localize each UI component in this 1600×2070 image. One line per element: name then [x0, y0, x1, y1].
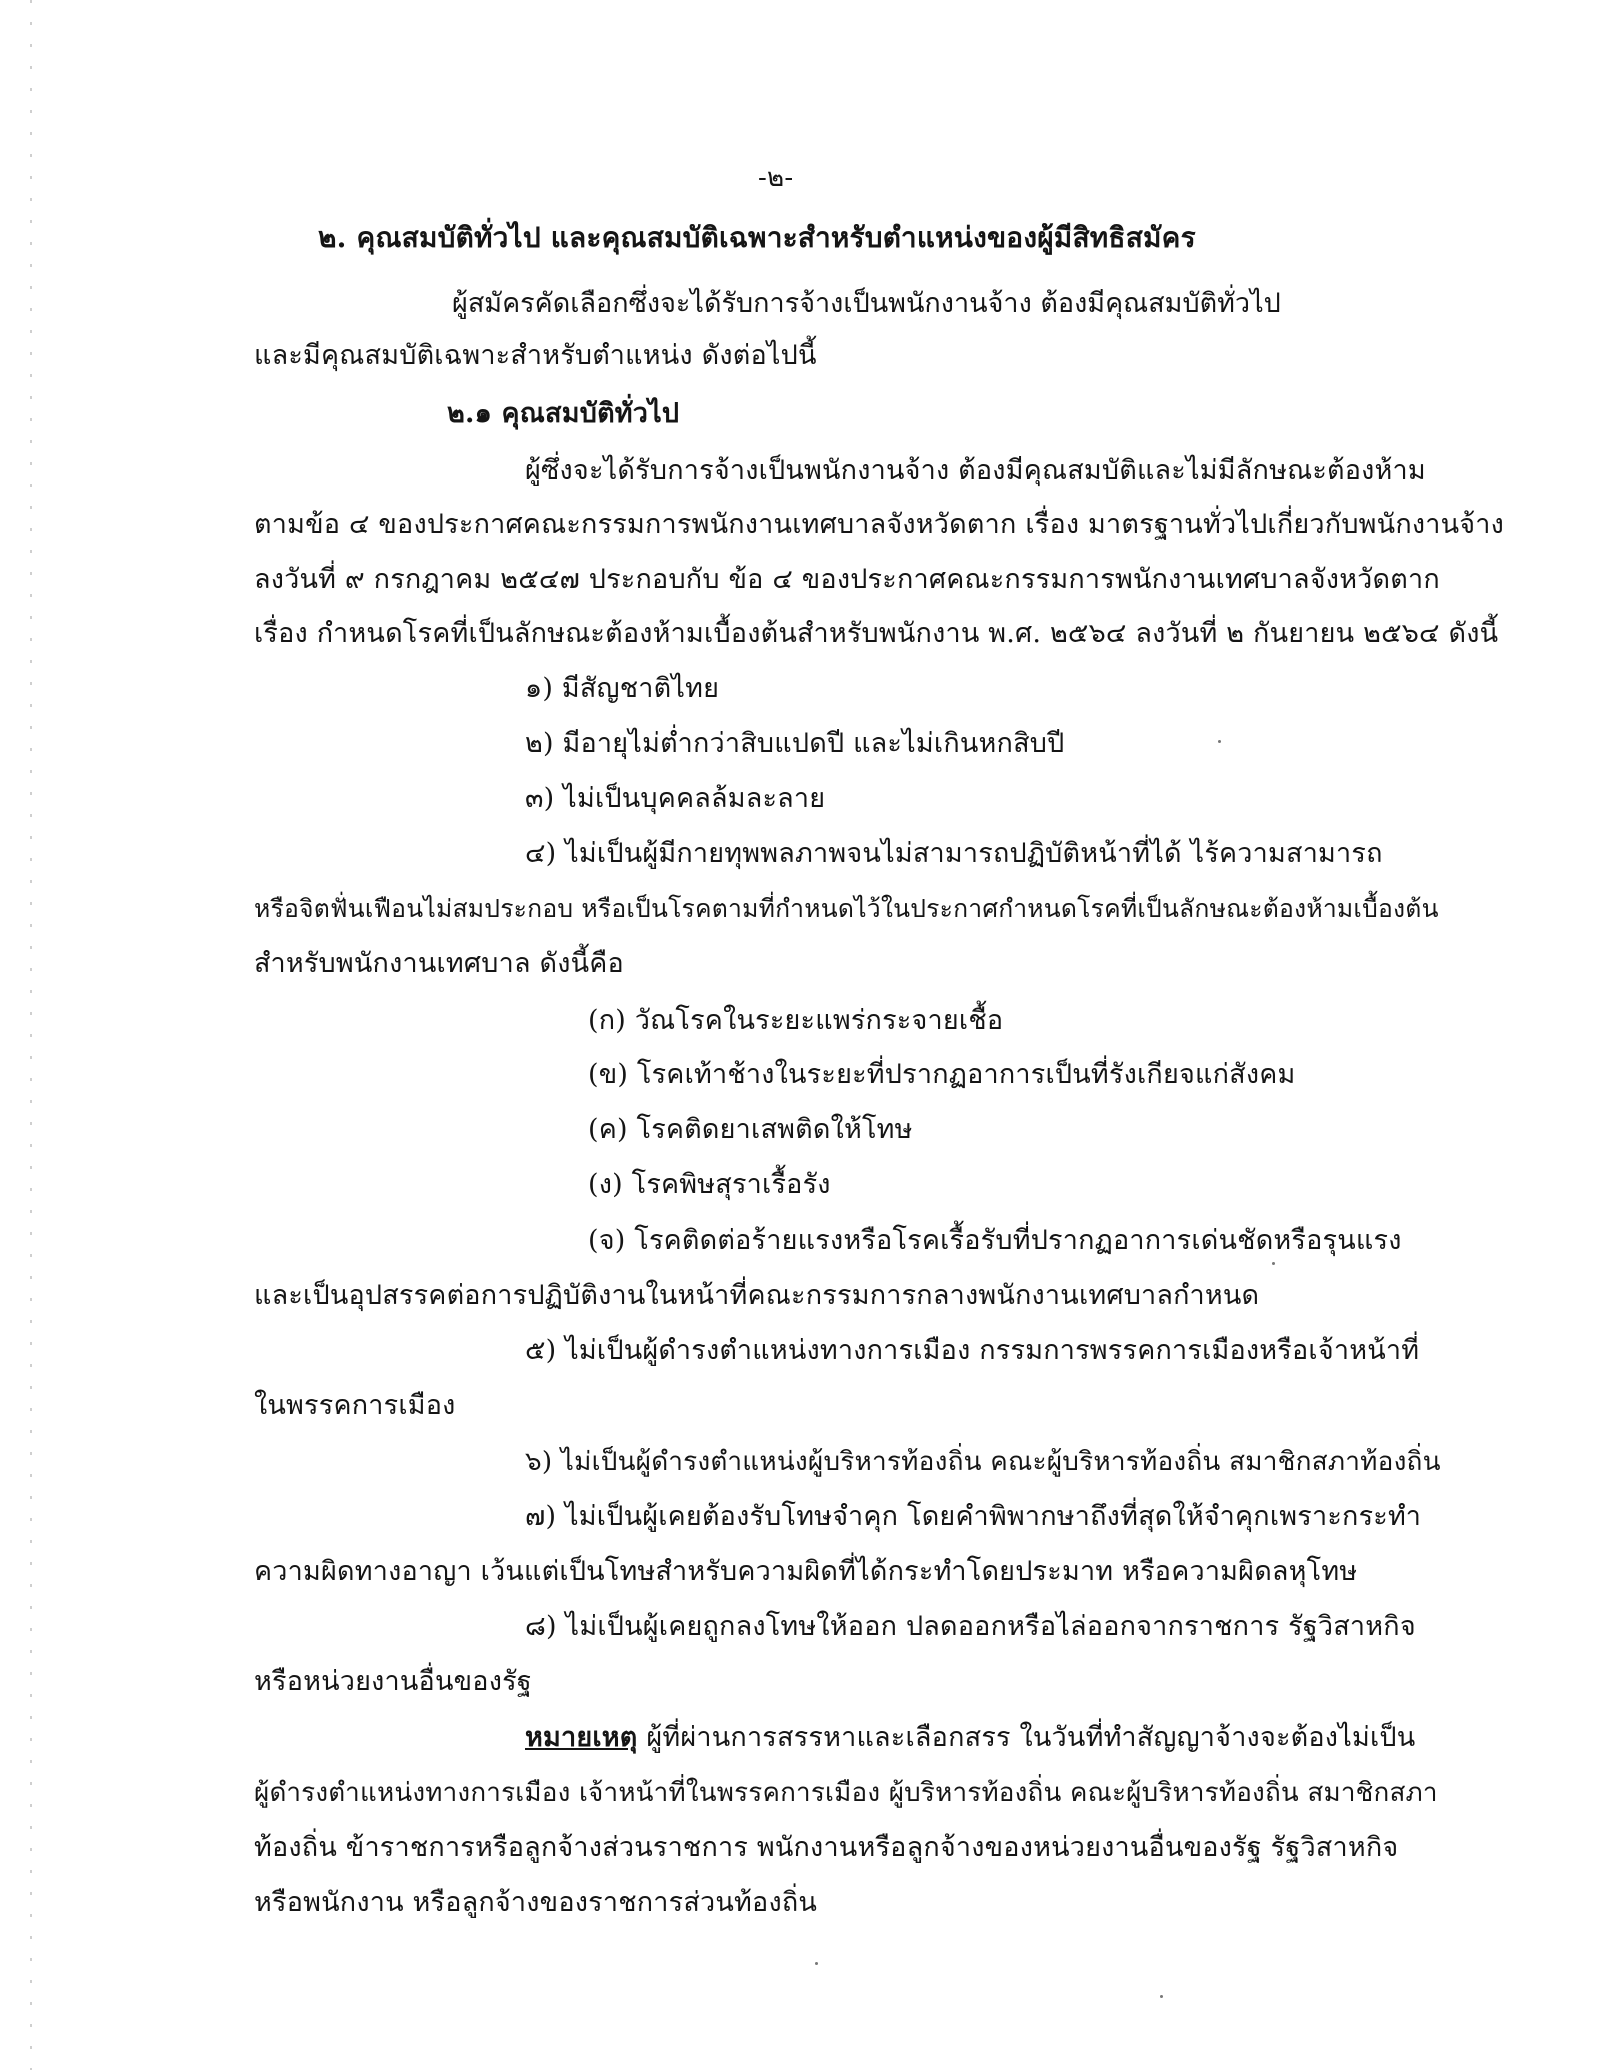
item-7-line-2: ความผิดทางอาญา เว้นแต่เป็นโทษสำหรับความผิดที่ได้กระทำโดยประมาท หรือความผิดลหุโทษ	[254, 1556, 1358, 1587]
sub-item-a: (ก) วัณโรคในระยะแพร่กระจายเชื้อ	[588, 1005, 1004, 1036]
note-line-1	[525, 1718, 1415, 1758]
item-5-line-1: ๕) ไม่เป็นผู้ดำรงตำแหน่งทางการเมือง กรรมการพรรคการเมืองหรือเจ้าหน้าที่	[525, 1335, 1420, 1366]
item-2: ๒) มีอายุไม่ต่ำกว่าสิบแปดปี และไม่เกินหกสิบปี	[525, 728, 1065, 759]
note-line-3: ท้องถิ่น ข้าราชการหรือลูกจ้างส่วนราชการ พนักงานหรือลูกจ้างของหน่วยงานอื่นของรัฐ รัฐวิสาหกิจ	[254, 1832, 1399, 1863]
scan-speck	[1272, 1262, 1275, 1265]
item-8-line-2: หรือหน่วยงานอื่นของรัฐ	[254, 1666, 532, 1697]
item-6: ๖) ไม่เป็นผู้ดำรงตำแหน่งผู้บริหารท้องถิ่น คณะผู้บริหารท้องถิ่น สมาชิกสภาท้องถิ่น	[525, 1447, 1441, 1477]
item-5-line-2: ในพรรคการเมือง	[254, 1390, 456, 1421]
scan-speck	[1218, 740, 1221, 743]
sub-item-e-line-1: (จ) โรคติดต่อร้ายแรงหรือโรคเรื้อรับที่ปรากฏอาการเด่นชัดหรือรุนแรง	[588, 1225, 1402, 1256]
scan-margin-marks	[30, 0, 32, 2070]
item-4-line-3: สำหรับพนักงานเทศบาล ดังนี้คือ	[254, 948, 624, 979]
sub-item-d: (ง) โรคพิษสุราเรื้อรัง	[588, 1169, 831, 1200]
sub-item-c: (ค) โรคติดยาเสพติดให้โทษ	[588, 1114, 913, 1145]
general-line-2: ตามข้อ ๔ ของประกาศคณะกรรมการพนักงานเทศบาลจังหวัดตาก เรื่อง มาตรฐานทั่วไปเกี่ยวกับพนักงานจ้าง	[254, 509, 1505, 540]
item-4-line-2: หรือจิตฟั่นเฟือนไม่สมประกอบ หรือเป็นโรคตามที่กำหนดไว้ในประกาศกำหนดโรคที่เป็นลักษณะต้องห้ามเบื้องต้น	[254, 894, 1439, 923]
general-line-1: ผู้ซึ่งจะได้รับการจ้างเป็นพนักงานจ้าง ต้องมีคุณสมบัติและไม่มีลักษณะต้องห้าม	[525, 455, 1426, 486]
note-label: หมายเหตุ	[525, 1722, 638, 1753]
item-7-line-1: ๗) ไม่เป็นผู้เคยต้องรับโทษจำคุก โดยคำพิพากษาถึงที่สุดให้จำคุกเพราะกระทำ	[525, 1501, 1422, 1532]
scan-speck	[815, 1962, 818, 1965]
intro-line-1: ผู้สมัครคัดเลือกซึ่งจะได้รับการจ้างเป็นพนักงานจ้าง ต้องมีคุณสมบัติทั่วไป	[452, 288, 1281, 319]
item-4-line-1: ๔) ไม่เป็นผู้มีกายทุพพลภาพจนไม่สามารถปฏิบัติหน้าที่ได้ ไร้ความสามารถ	[525, 838, 1383, 869]
page-number: -๒-	[758, 163, 794, 193]
subsection-title: ๒.๑ คุณสมบัติทั่วไป	[447, 398, 680, 429]
note-line-4: หรือพนักงาน หรือลูกจ้างของราชการส่วนท้องถิ่น	[254, 1887, 818, 1918]
item-8-line-1: ๘) ไม่เป็นผู้เคยถูกลงโทษให้ออก ปลดออกหรือไล่ออกจากราชการ รัฐวิสาหกิจ	[525, 1611, 1416, 1642]
section-title: ๒. คุณสมบัติทั่วไป และคุณสมบัติเฉพาะสำหรับตำแหน่งของผู้มีสิทธิสมัคร	[318, 221, 1196, 254]
item-1: ๑) มีสัญชาติไทย	[525, 673, 720, 704]
note-line-2: ผู้ดำรงตำแหน่งทางการเมือง เจ้าหน้าที่ในพรรคการเมือง ผู้บริหารท้องถิ่น คณะผู้บริหารท้องถิ่น สมาชิกสภา	[254, 1778, 1438, 1808]
item-3: ๓) ไม่เป็นบุคคลล้มละลาย	[525, 783, 826, 814]
intro-line-2: และมีคุณสมบัติเฉพาะสำหรับตำแหน่ง ดังต่อไปนี้	[254, 340, 817, 371]
general-line-3: ลงวันที่ ๙ กรกฎาคม ๒๕๔๗ ประกอบกับ ข้อ ๔ ของประกาศคณะกรรมการพนักงานเทศบาลจังหวัดตาก	[254, 564, 1440, 595]
sub-item-e-line-2: และเป็นอุปสรรคต่อการปฏิบัติงานในหน้าที่คณะกรรมการกลางพนักงานเทศบาลกำหนด	[254, 1280, 1260, 1311]
scan-speck	[1160, 1995, 1163, 1998]
general-line-4: เรื่อง กำหนดโรคที่เป็นลักษณะต้องห้ามเบื้องต้นสำหรับพนักงาน พ.ศ. ๒๕๖๔ ลงวันที่ ๒ กันยายน ๒๕๖๔ ดังนี้	[254, 618, 1499, 649]
note-text-1: ผู้ที่ผ่านการสรรหาและเลือกสรร ในวันที่ทำสัญญาจ้างจะต้องไม่เป็น	[646, 1722, 1416, 1753]
sub-item-b: (ข) โรคเท้าช้างในระยะที่ปรากฏอาการเป็นที่รังเกียจแก่สังคม	[588, 1059, 1296, 1090]
